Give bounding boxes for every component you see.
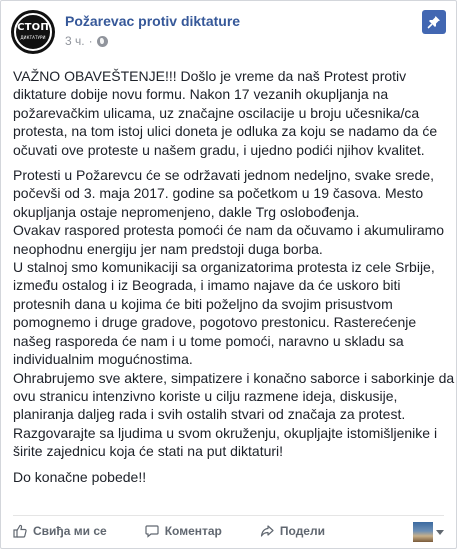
post-meta [65,34,108,48]
post-text-line: između ostalog i iz Beograda, i imamo najave da će uskoro biti [13,277,401,294]
viewer-avatar [413,522,433,542]
post-text-line: diktature dobije novu formu. Nakon 17 vezanih okupljanja na [13,86,389,103]
post-text-line: ovu stranicu intenzivno koriste u cilju razmene ideja, diskusije, [13,387,398,404]
post-text-line: protesta, na tom istoj ulici doneta je odluka za koju se nadamo da će [13,123,438,140]
action-bar [13,524,363,538]
post-text-line: Ovakav raspored protesta pomoći će nam da očuvamo i akumuliramo [13,222,445,239]
comment-button[interactable] [145,524,222,538]
globe-icon[interactable] [97,36,108,47]
post-text-line: Ohrabrujemo sve aktere, simpatizere i konačno saborce i saborkinje da [13,369,455,386]
post-timestamp[interactable]: 3 ч. [65,34,85,48]
post-text-line: našeg rasporeda će nam i u tome pomoći, naravno u skladu sa [13,332,404,349]
post-text-line: Do konačne pobede!! [13,468,147,485]
post-text-line: individualnim mogućnostima. [13,351,193,368]
post-paragraph [13,166,455,461]
post-text-line: pomognemo i druge gradove, pogotovo prestonicu. Rasterećenje [13,314,417,331]
share-button[interactable] [260,524,325,538]
like-button[interactable] [13,524,107,538]
post-text-line: okupljanja ostaje nepromenjeno, dakle Trg oslobođenja. [13,203,360,220]
post-text-line: počevši od 3. maja 2017. godine sa početkom u 19 časova. Mesto [13,185,424,202]
post-footer [13,515,444,548]
share-as-selector[interactable] [413,522,444,542]
comment-label: Коментар [164,524,222,538]
share-label: Подели [279,524,325,538]
comment-icon [145,524,159,538]
post-text-line: požarevačkim ulicama, uz značajne oscilacije u broju učesnika/ca [13,104,420,121]
post-text-line: Protesti u Požarevcu će se održavati jednom nedeljno, svake srede, [13,167,435,184]
post-body [13,67,455,493]
post-text-line: U stalnoj smo komunikaciji sa organizatorima protesta iz cele Srbije, [13,259,435,276]
post-text-line: očuvati ove proteste u našem gradu, i ujedno podići njihov kvalitet. [13,141,425,158]
post-text-line: VAŽNO OBAVEŠTENJE!!! Došlo je vreme da naš Protest protiv [13,68,407,84]
share-arrow-icon [260,524,274,538]
post-text-line: Razgovarajte sa ljudima u svom okruženju, okupljajte istomišljenike i [13,424,438,441]
avatar-logo-text: СТОП [17,22,49,33]
meta-separator: · [88,34,93,48]
pin-icon[interactable] [422,10,446,34]
post-text-line: neophodnu energiju jer nam predstoji duga borba. [13,240,323,257]
page-name-link[interactable]: Požarevac protiv diktature [65,13,241,29]
page-avatar[interactable] [11,10,55,54]
post-paragraph [13,468,452,486]
post-text-line: širite zajednicu koja će stati na put diktaturi! [13,443,284,460]
post-text-line: planiranja daljeg rada i svih ostalih stvari od značaja za protest. [13,406,406,423]
post-paragraph [13,67,452,159]
post-header [11,10,446,54]
avatar-logo-subtext: ДИКТАТУРИ [20,35,46,40]
post-text-line: protesnih dana u kojima će biti poželjno da svojim prisustvom [13,295,393,312]
thumbs-up-icon [13,524,27,538]
like-label: Свиђа ми се [33,524,107,538]
chevron-down-icon [436,530,444,535]
